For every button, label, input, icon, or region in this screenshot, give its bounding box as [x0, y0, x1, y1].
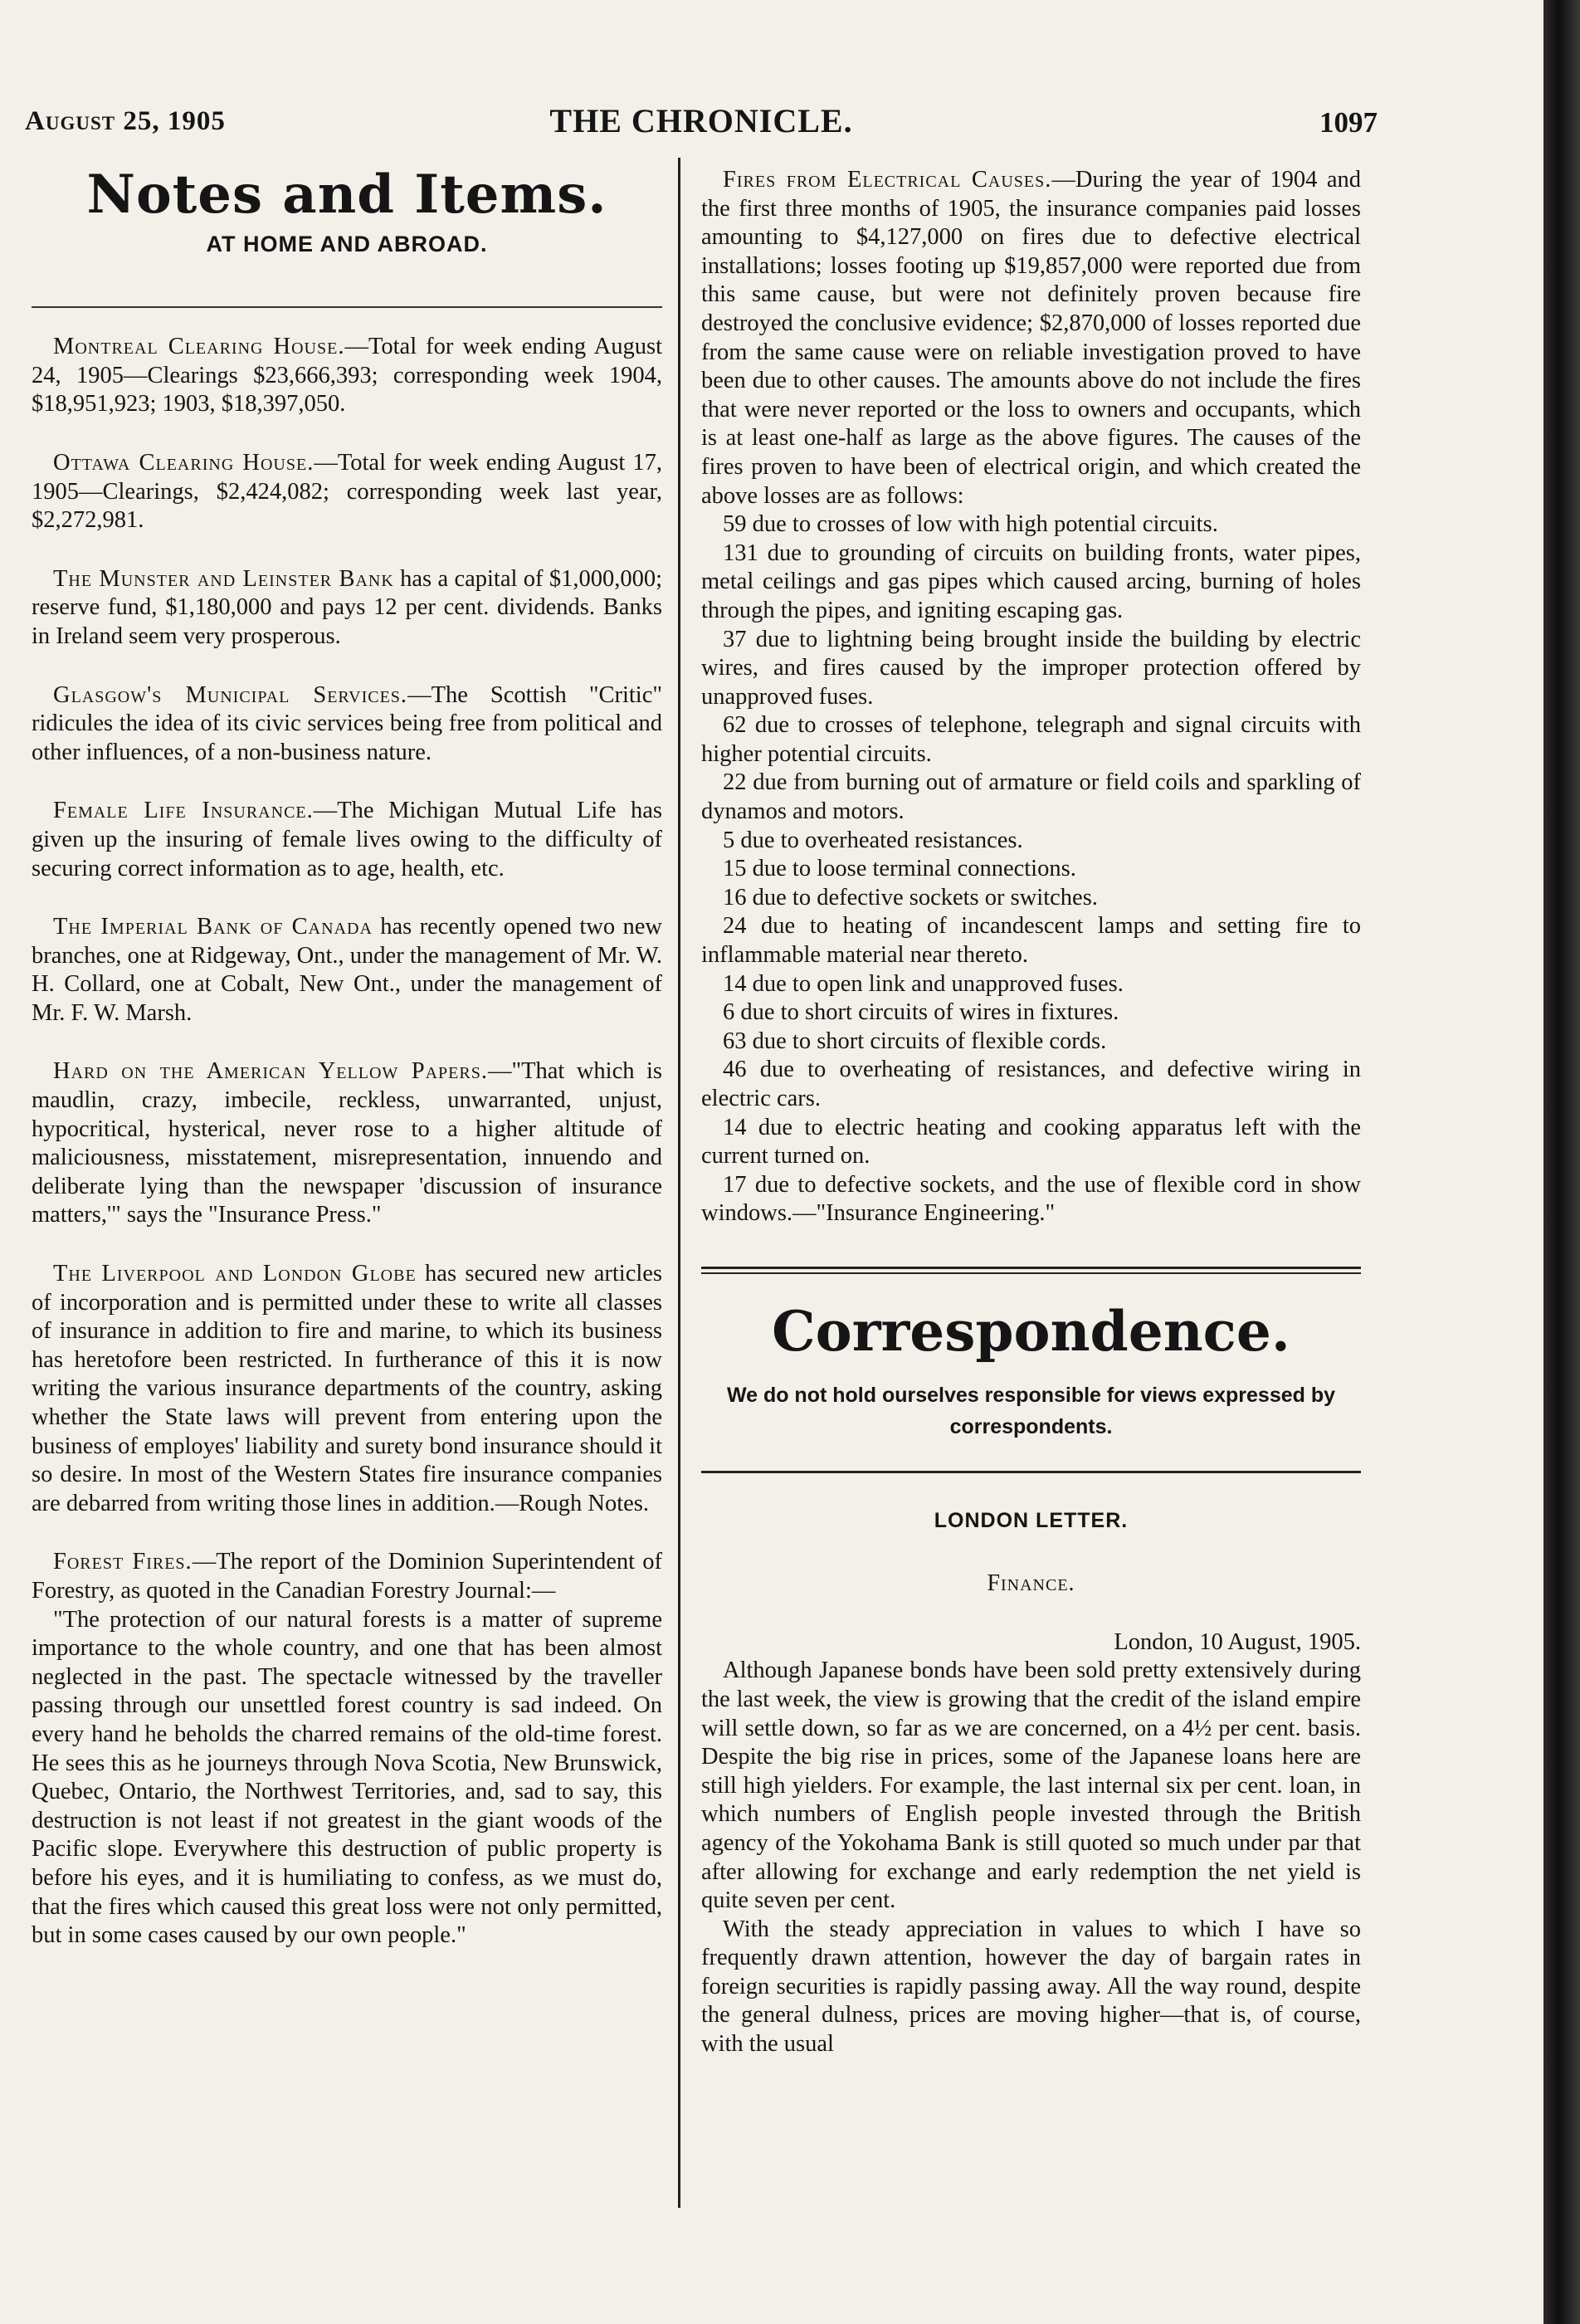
header-date: August 25, 1905: [25, 106, 226, 136]
cause-item: 14 due to open link and unapproved fuses.: [723, 970, 1124, 997]
page-header: [25, 98, 1378, 148]
item-body: has a capital of $1,000,000; reserve fund, $1,180,000 and pays 12 per cent. dividends. Banks in Ireland seem very prosperous.: [32, 565, 662, 649]
fires-intro-text: —During the year of 1904 and the first three months of 1905, the insurance companies paid losses amounting to $4,127,000 on fires due to defective electrical installations; losses footing up $19,857,000 were reported due from this same cause, but were not definitely proven because fire destroyed the conclusive evidence; $2,870,000 of losses reported due from the same cause were on reliable investigation proved to have been due to other causes. The amounts above do not include the fires that were never reported or the loss to owners and occupants, which is at least one-half as large as the above figures. The causes of the fires proven to have been of electrical origin, and which created the above losses are as follows:: [701, 167, 1361, 509]
right-column: [701, 166, 1361, 2059]
london-letter-title: LONDON LETTER.: [934, 1508, 1129, 1532]
item-body: has recently opened two new branches, one at Ridgeway, Ont., under the management of Mr. W. H. Collard, one at Cobalt, New Ont., under the management of Mr. F. W. Marsh.: [32, 914, 662, 1026]
cause-item: 5 due to overheated resistances.: [723, 827, 1023, 853]
item-head: The Liverpool and London Globe: [53, 1261, 417, 1287]
left-column: [32, 166, 662, 1950]
item-head: The Imperial Bank of Canada: [53, 914, 373, 940]
item-head: Ottawa Clearing House.: [53, 449, 315, 476]
fires-head: Fires from Electrical Causes.: [723, 167, 1052, 193]
london-letter-dateline: London, 10 August, 1905.: [1114, 1628, 1361, 1655]
item-body: —"That which is maudlin, crazy, imbecile, reckless, unwarranted, unjust, hypocritical, hysterical, never rose to a higher altitude of maliciousness, misstatement, misrepresentation, innuendo and deliberate lying than the newspaper 'discussion of insurance matters,'" says the "Insurance Press.": [32, 1058, 662, 1228]
cause-item: 16 due to defective sockets or switches.: [723, 884, 1098, 911]
item-head: The Munster and Leinster Bank: [53, 565, 394, 592]
section-rule: [32, 306, 662, 308]
cause-item: 14 due to electric heating and cooking apparatus left with the current turned on.: [701, 1114, 1361, 1169]
cause-item: 62 due to crosses of telephone, telegraph and signal circuits with higher potential circuits.: [701, 712, 1361, 767]
cause-item: 22 due from burning out of armature or field coils and sparkling of dynamos and motors.: [701, 769, 1361, 825]
item-body: —The Scottish "Critic" ridicules the idea of its civic services being free from political and other influences, of a non-business nature.: [32, 681, 663, 765]
notes-title: Notes and Items.: [86, 164, 607, 226]
item-body: has secured new articles of incorporation and is permitted under these to write all classes of insurance in addition to fire and marine, to which its business has heretofore been restricted. In furtherance of this it is now writing the various insurance departments of the country, asking whether the State laws will prevent from entering upon the business of employes' liability and surety bond insurance should it so desire. In most of the Western States fire insurance companies are debarred from writing those lines in addition.—Rough Notes.: [32, 1261, 662, 1516]
correspondence-disclaimer: We do not hold ourselves responsible for views expressed by correspondents.: [726, 1383, 1336, 1438]
forest-quote: "The protection of our natural forests is a matter of supreme importance to the whole country, and one that has been almost neglected in the past. The spectacle witnessed by the traveller passing through our unsettled forest country is sad indeed. On every hand he beholds the charred remains of the old-time forest. He sees this as he journeys through Nova Scotia, New Brunswick, Quebec, Ontario, the Northwest Territories, and, sad to say, this destruction is not least if not greatest in the giant woods of the Pacific slope. Everywhere this destruction of public property is before his eyes, and it is humiliating to confess, as we must do, that the fires which caused this great loss were not only permitted, but in some cases caused by our own people.": [32, 1606, 662, 1949]
news-item: [32, 1260, 662, 1518]
london-letter-subtitle: Finance.: [987, 1570, 1075, 1597]
cause-item: 17 due to defective sockets, and the use of flexible cord in show windows.—"Insurance Engineering.": [701, 1171, 1361, 1227]
cause-item: 131 due to grounding of circuits on building fronts, water pipes, metal ceilings and gas pipes which caused arcing, burning of holes through the pipes, and igniting escaping gas.: [701, 540, 1361, 623]
correspondence-title: Correspondence.: [772, 1298, 1290, 1364]
item-head: Female Life Insurance.: [53, 798, 314, 824]
cause-item: 6 due to short circuits of wires in fixtures.: [723, 999, 1119, 1026]
cause-item: 59 due to crosses of low with high potential circuits.: [723, 511, 1218, 538]
notes-subtitle: AT HOME AND ABROAD.: [206, 231, 488, 256]
cause-item: 37 due to lightning being brought inside the building by electric wires, and fires caused by the improper protection offered by unapproved fuses.: [701, 626, 1361, 710]
letter-paragraph: Although Japanese bonds have been sold pretty extensively during the last week, the view is growing that the credit of the island empire will settle down, so far as we are concerned, on a 4½ per cent. basis. Despite the big rise in prices, some of the Japanese loans here are still high yielders. For example, the last internal six per cent. loan, in which numbers of English people invested through the British agency of the Yokohama Bank is still quoted so much under par that after allowing for exchange and early redemption the net yield is quite seven per cent.: [701, 1658, 1361, 1914]
letter-paragraph: With the steady appreciation in values to which I have so frequently drawn attention, however the day of bargain rates in foreign securities is rapidly passing away. All the way round, despite the general dulness, prices are moving higher—that is, of course, with the usual: [701, 1916, 1361, 2058]
header-title: THE CHRONICLE.: [549, 102, 853, 139]
cause-item: 15 due to loose terminal connections.: [723, 856, 1076, 882]
item-body: —Total for week ending August 24, 1905—Clearings $23,666,393; corresponding week 1904, $18,951,923; 1903, $18,397,050.: [32, 334, 662, 417]
item-body: —The Michigan Mutual Life has given up the insuring of female lives owing to the difficulty of securing correct information as to age, health, etc.: [32, 798, 663, 881]
item-head: Glasgow's Municipal Services.: [53, 681, 408, 708]
section-rule: [701, 1471, 1361, 1473]
fires-intro: [701, 166, 1361, 510]
news-item: [32, 1057, 662, 1230]
cause-item: 63 due to short circuits of flexible cords.: [723, 1028, 1107, 1054]
news-item: [32, 1548, 662, 1605]
news-item: [32, 449, 662, 535]
item-body: —Total for week ending August 17, 1905—Clearings, $2,424,082; corresponding week last year, $2,272,981.: [32, 449, 662, 534]
news-item: [32, 681, 662, 768]
news-item: [32, 333, 662, 419]
item-head: Hard on the American Yellow Papers.: [53, 1058, 488, 1085]
news-item: [32, 913, 662, 1028]
news-item: [32, 565, 662, 652]
binding-edge: [1543, 0, 1580, 2324]
item-body: —The report of the Dominion Superintendent of Forestry, as quoted in the Canadian Forestry Journal:—: [32, 1549, 662, 1604]
column-divider: [678, 158, 680, 2208]
item-head: Montreal Clearing House.: [53, 334, 345, 360]
section-rule: [701, 1267, 1361, 1274]
cause-item: 46 due to overheating of resistances, and defective wiring in electric cars.: [701, 1057, 1361, 1111]
item-head: Forest Fires.: [53, 1549, 193, 1575]
cause-item: 24 due to heating of incandescent lamps and setting fire to inflammable material near thereto.: [701, 913, 1361, 969]
header-page-number: 1097: [1319, 106, 1378, 139]
news-item: [32, 797, 662, 883]
